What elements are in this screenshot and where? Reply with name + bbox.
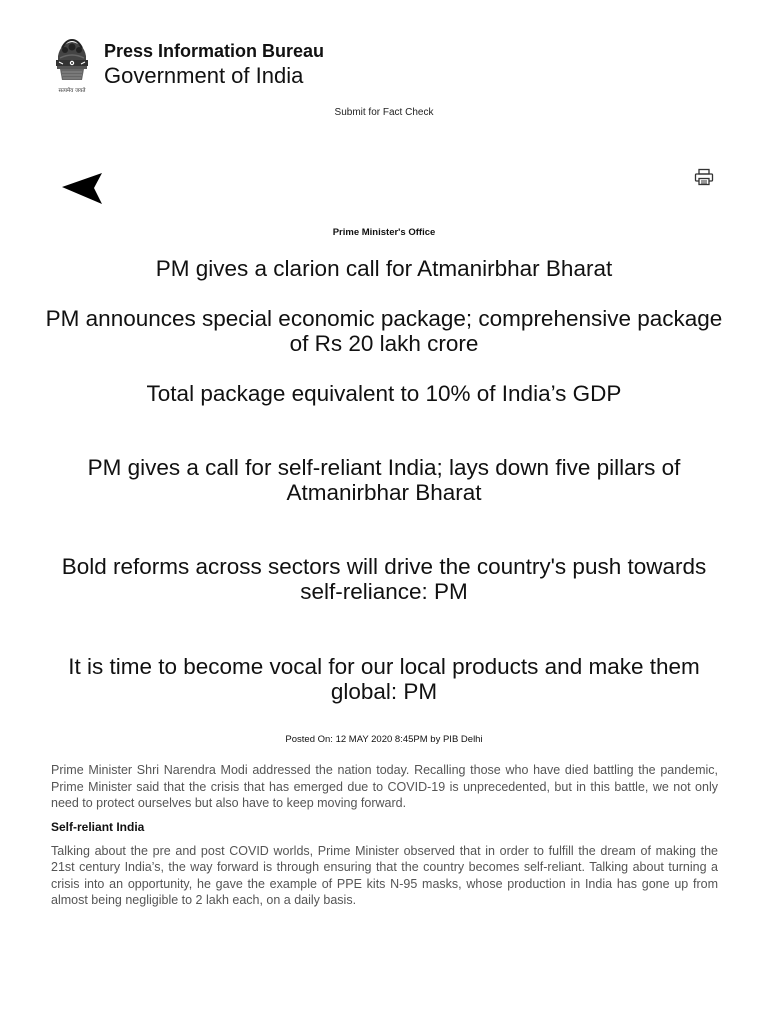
- headline: PM gives a call for self-reliant India; lays down five pillars of Atmanirbhar Bharat: [87, 455, 681, 505]
- org-title-block: [104, 36, 324, 90]
- fact-check-link[interactable]: Submit for Fact Check: [334, 107, 434, 118]
- body-paragraph: Prime Minister Shri Narendra Modi addressed the nation today. Recalling those who have died battling the pandemic, Prime Minister said that the crisis that has emerged due to COVID-19 is unprecedented, but in this battle, we not only need to protect ourselves but also have to keep moving forward.: [51, 763, 718, 810]
- section-heading: Self-reliant India: [51, 819, 145, 834]
- headline: PM gives a clarion call for Atmanirbhar Bharat: [155, 256, 613, 281]
- posted-date: Posted On: 12 MAY 2020 8:45PM by PIB Delhi: [285, 734, 483, 745]
- headline: PM announces special economic package; comprehensive package of Rs 20 lakh crore: [45, 306, 723, 356]
- org-name: Press Information Bureau: [104, 41, 325, 61]
- printer-icon[interactable]: [694, 168, 714, 186]
- site-header: [50, 36, 324, 100]
- headline: Bold reforms across sectors will drive the country's push towards self-reliance: PM: [61, 554, 707, 604]
- ministry-label: Prime Minister's Office: [332, 227, 436, 238]
- article-body: [51, 762, 718, 909]
- org-subtitle: Government of India: [104, 63, 304, 88]
- headline: It is time to become vocal for our local products and make them global: PM: [68, 654, 700, 704]
- national-emblem-icon[interactable]: [50, 36, 94, 96]
- back-arrow-icon[interactable]: [60, 170, 106, 208]
- body-paragraph: Talking about the pre and post COVID worlds, Prime Minister observed that in order to fulfill the dream of making the 21st century India’s, the way forward is through ensuring that the country becomes self-reliant. Talking about turning a crisis into an opportunity, he gave the example of PPE kits N-95 masks, whose production in India has gone up from almost being negligible to 2 lakh each, on a daily basis.: [51, 843, 718, 907]
- headline-list: [40, 256, 728, 704]
- headline: Total package equivalent to 10% of India’s GDP: [146, 381, 622, 406]
- emblem-caption: सत्यमेव जयते: [58, 88, 86, 94]
